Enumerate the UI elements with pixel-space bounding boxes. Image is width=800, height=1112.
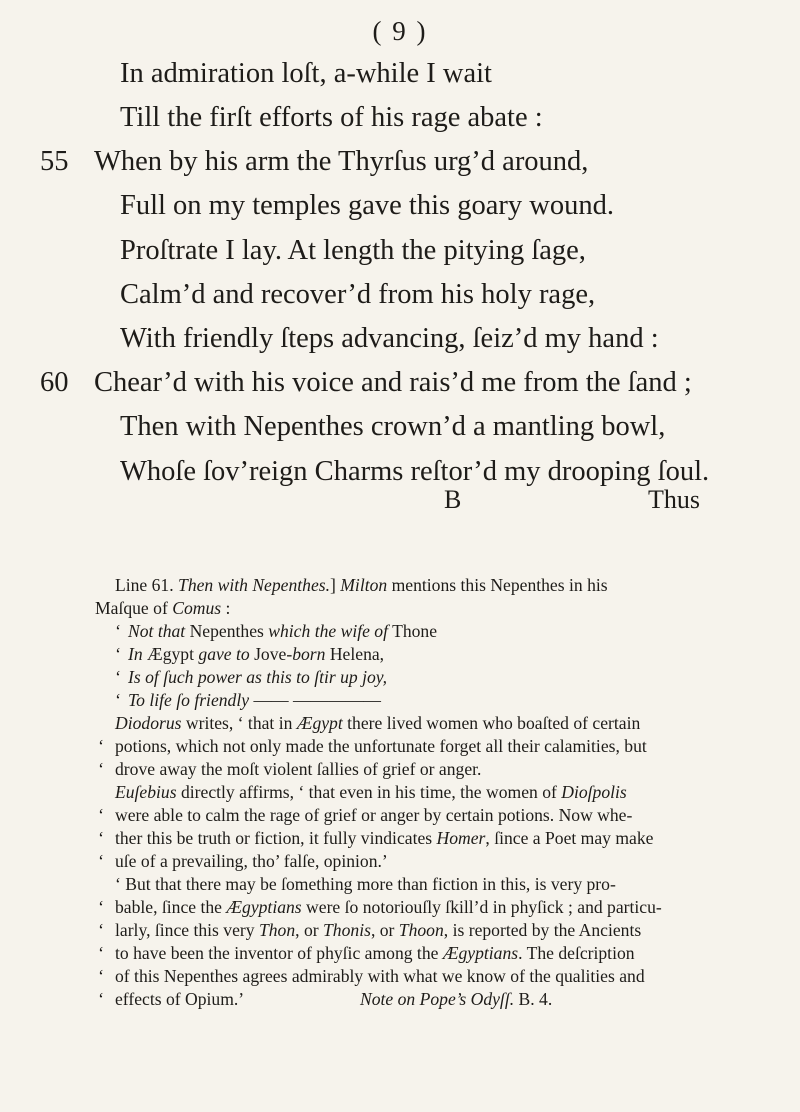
place-name: Ægypt — [296, 713, 343, 733]
note-text: writes, ‘ that in — [181, 713, 297, 733]
note-text: ‘ But that there may be ſomething more than fiction in this, is very pro- — [115, 874, 616, 894]
note-text: Maſque of — [95, 598, 173, 618]
verse-line — [0, 411, 800, 451]
verse-line — [0, 279, 800, 319]
verse-line — [0, 58, 800, 98]
quote-mark: ‘ — [115, 644, 121, 664]
quote-text: which the wife of — [268, 621, 388, 641]
quote-mark: ‘ — [98, 805, 104, 825]
note-text: , is reported by the Ancients — [443, 920, 642, 940]
verse-text: In admiration loſt, a-while I wait — [120, 58, 492, 89]
person-name: Thon — [258, 920, 296, 940]
author-name: Diodorus — [115, 713, 182, 733]
quote-text: Nepenthes — [185, 621, 269, 641]
quote-mark: ‘ — [98, 828, 104, 848]
people-name: Ægyptians — [226, 897, 302, 917]
quote-text: Ægypt — [142, 644, 199, 664]
quote-mark: ‘ — [98, 736, 104, 756]
quote-text: Is of ſuch power as this to ſtir up joy, — [128, 667, 388, 687]
verse-line — [0, 102, 800, 142]
quote-mark: ‘ — [98, 759, 104, 779]
verse-text: Chear’d with his voice and rais’d me from the ſand ; — [94, 367, 692, 398]
note-text: ther this be truth or fiction, it fully vindicates — [115, 828, 437, 848]
note-text: bable, ſince the — [115, 897, 227, 917]
quote-mark: ‘ — [98, 943, 104, 963]
note-text: Line 61. — [115, 575, 179, 595]
note-line — [95, 597, 230, 619]
verse-line — [0, 235, 800, 275]
quote-text: Jove — [249, 644, 287, 664]
source-citation: Note on Pope’s — [360, 989, 467, 1009]
person-name: Thoon — [398, 920, 444, 940]
note-text: , ſince a Poet may make — [485, 828, 654, 848]
note-text: mentions this Nepenthes in his — [387, 575, 608, 595]
note-lemma: Then with Nepenthes. — [178, 575, 331, 595]
source-citation: B. 4. — [514, 989, 553, 1009]
quote-text: To life ſo friendly — [128, 690, 250, 710]
line-number: 55 — [40, 146, 69, 177]
note-line — [115, 873, 616, 895]
author-name: Homer — [436, 828, 486, 848]
note-text: directly affirms, ‘ that even in his time, the women of — [176, 782, 562, 802]
quote-mark: ‘ — [115, 621, 121, 641]
verse-text: When by his arm the Thyrſus urg’d around, — [94, 146, 589, 177]
signature-mark: B — [444, 485, 462, 514]
verse-text: Calm’d and recover’d from his holy rage, — [120, 279, 596, 310]
verse-text: Whoſe ſov’reign Charms reſtor’d my drooping ſoul. — [120, 456, 710, 487]
quote-mark: ‘ — [98, 897, 104, 917]
place-name: Dioſpolis — [561, 782, 627, 802]
quote-mark: ‘ — [115, 690, 121, 710]
note-line — [115, 574, 608, 596]
quote-text: -born — [286, 644, 326, 664]
note-text: there lived women who boaſted of certain — [342, 713, 641, 733]
note-text: to have been the inventor of phyſic among the — [115, 943, 443, 963]
note-text: ] — [330, 575, 341, 595]
note-text: . The deſcription — [518, 943, 635, 963]
quote-mark: ‘ — [98, 989, 104, 1009]
work-title: Comus — [172, 598, 222, 618]
note-text: drove away the moſt violent ſallies of grief or anger. — [115, 759, 482, 779]
note-line — [115, 712, 640, 734]
note-text: potions, which not only made the unfortunate forget all their calamities, but — [115, 736, 647, 756]
line-number: 60 — [40, 367, 69, 398]
author-name: Milton — [340, 575, 388, 595]
note-text: larly, ſince this very — [115, 920, 259, 940]
verse-line — [0, 323, 800, 363]
quote-text: Not that — [128, 621, 186, 641]
page-number: ( 9 ) — [372, 16, 428, 46]
verse-text: Then with Nepenthes crown’d a mantling bowl, — [120, 411, 666, 442]
note-text: , or — [295, 920, 324, 940]
verse-text: Full on my temples gave this goary wound. — [120, 190, 614, 221]
quote-text: gave to — [198, 644, 250, 664]
verse-line — [0, 190, 800, 230]
quote-mark: ‘ — [98, 966, 104, 986]
quote-mark: ‘ — [98, 851, 104, 871]
verse-text: Till the firſt efforts of his rage abate : — [120, 102, 543, 133]
note-text: : — [221, 598, 231, 618]
note-text: were ſo notoriouſly ſkill’d in phyſick ; and particu- — [301, 897, 662, 917]
people-name: Ægyptians — [442, 943, 519, 963]
note-line — [115, 781, 627, 803]
note-text: uſe of a prevailing, tho’ falſe, opinion.’ — [115, 851, 388, 871]
catchword: Thus — [648, 485, 700, 514]
note-text: were able to calm the rage of grief or anger by certain potions. Now whe- — [115, 805, 633, 825]
note-text: effects of Opium.’ — [115, 989, 245, 1009]
verse-text: Proſtrate I lay. At length the pitying ſage, — [120, 235, 586, 266]
quote-mark: ‘ — [98, 920, 104, 940]
note-text: of this Nepenthes agrees admirably with what we know of the qualities and — [115, 966, 645, 986]
note-text: , or — [370, 920, 399, 940]
quote-dash: —— ————— — [249, 690, 381, 710]
verse-line — [0, 146, 800, 186]
verse-line — [0, 367, 800, 407]
quote-mark: ‘ — [115, 667, 121, 687]
person-name: Thonis — [323, 920, 371, 940]
quote-text: Thone — [388, 621, 438, 641]
quote-text: Helena, — [325, 644, 385, 664]
verse-text: With friendly ſteps advancing, ſeiz’d my hand : — [120, 323, 659, 354]
source-citation: Odyſſ. — [466, 989, 515, 1009]
quote-text: In — [128, 644, 143, 664]
author-name: Euſebius — [115, 782, 177, 802]
